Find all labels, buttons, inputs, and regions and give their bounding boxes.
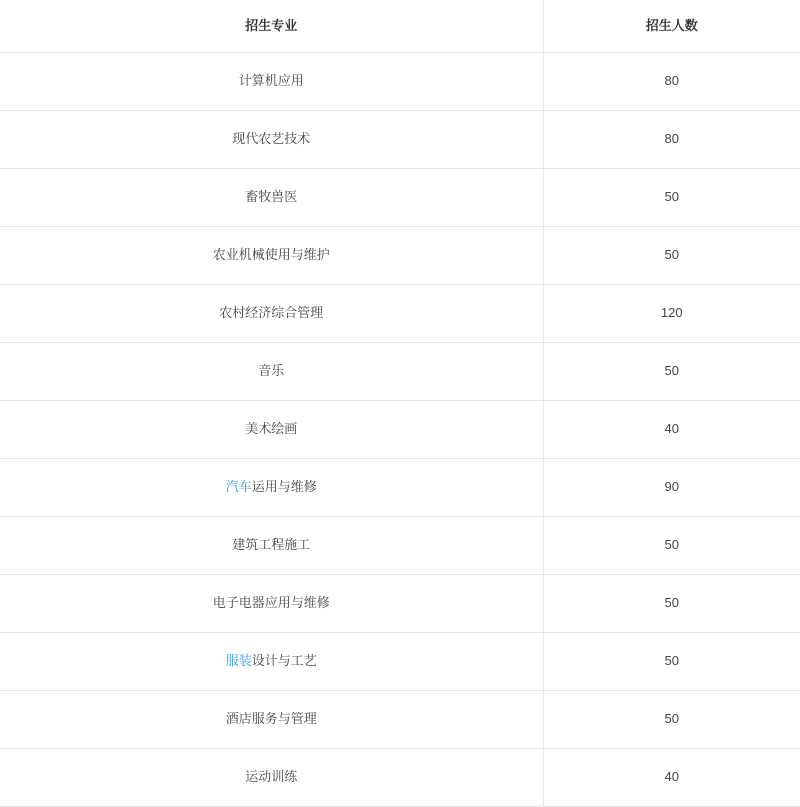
cell-count: 80 bbox=[543, 111, 800, 169]
cell-major bbox=[0, 343, 543, 401]
major-name-text: 农村经济综合管理 bbox=[219, 305, 324, 321]
cell-major bbox=[0, 575, 543, 633]
cell-count: 90 bbox=[543, 459, 800, 517]
table-row bbox=[0, 227, 800, 285]
cell-major bbox=[0, 749, 543, 807]
major-name bbox=[0, 536, 543, 554]
major-name-text: 音乐 bbox=[258, 363, 285, 379]
cell-major bbox=[0, 459, 543, 517]
table-header-row bbox=[0, 0, 800, 53]
major-name-text: 现代农艺技术 bbox=[232, 131, 311, 147]
major-name-text: 计算机应用 bbox=[238, 73, 304, 89]
table-header bbox=[0, 0, 800, 53]
column-header-count: 招生人数 bbox=[543, 0, 800, 53]
table-row bbox=[0, 459, 800, 517]
table-row bbox=[0, 749, 800, 807]
major-name bbox=[0, 710, 543, 728]
major-name bbox=[0, 420, 543, 438]
table-row bbox=[0, 53, 800, 111]
major-name-text: 畜牧兽医 bbox=[245, 189, 298, 205]
cell-count: 50 bbox=[543, 169, 800, 227]
major-name-text: 运用与维修 bbox=[251, 479, 317, 495]
cell-count: 120 bbox=[543, 285, 800, 343]
major-name-text: 电子电器应用与维修 bbox=[212, 595, 330, 611]
cell-major bbox=[0, 111, 543, 169]
table-row bbox=[0, 111, 800, 169]
major-name-text: 设计与工艺 bbox=[251, 653, 317, 669]
cell-count: 50 bbox=[543, 227, 800, 285]
table-row bbox=[0, 285, 800, 343]
major-name bbox=[0, 768, 543, 786]
table-row bbox=[0, 633, 800, 691]
cell-major bbox=[0, 285, 543, 343]
major-name-text: 农业机械使用与维护 bbox=[212, 247, 330, 263]
major-name bbox=[0, 594, 543, 612]
cell-major bbox=[0, 633, 543, 691]
cell-major bbox=[0, 691, 543, 749]
major-name bbox=[0, 478, 543, 496]
major-name bbox=[0, 188, 543, 206]
cell-count: 50 bbox=[543, 575, 800, 633]
table-row bbox=[0, 575, 800, 633]
major-keyword-link[interactable]: 服装 bbox=[225, 653, 252, 669]
major-keyword-link[interactable]: 汽车 bbox=[225, 479, 252, 495]
cell-count: 50 bbox=[543, 343, 800, 401]
cell-count: 50 bbox=[543, 633, 800, 691]
major-name bbox=[0, 304, 543, 322]
cell-count: 40 bbox=[543, 749, 800, 807]
major-name-text: 酒店服务与管理 bbox=[225, 711, 317, 727]
cell-major bbox=[0, 227, 543, 285]
cell-count: 50 bbox=[543, 517, 800, 575]
major-name-text: 运动训练 bbox=[245, 769, 298, 785]
cell-major bbox=[0, 517, 543, 575]
table-body bbox=[0, 53, 800, 807]
table-row bbox=[0, 401, 800, 459]
cell-count: 80 bbox=[543, 53, 800, 111]
cell-count: 50 bbox=[543, 691, 800, 749]
major-name bbox=[0, 652, 543, 670]
cell-major bbox=[0, 401, 543, 459]
table-row bbox=[0, 517, 800, 575]
major-name bbox=[0, 130, 543, 148]
cell-major bbox=[0, 53, 543, 111]
table-row bbox=[0, 691, 800, 749]
major-name-text: 美术绘画 bbox=[245, 421, 298, 437]
major-name bbox=[0, 72, 543, 90]
table-row bbox=[0, 343, 800, 401]
major-name bbox=[0, 362, 543, 380]
cell-count: 40 bbox=[543, 401, 800, 459]
cell-major bbox=[0, 169, 543, 227]
column-header-major: 招生专业 bbox=[0, 0, 543, 53]
major-name-text: 建筑工程施工 bbox=[232, 537, 311, 553]
major-name bbox=[0, 246, 543, 264]
table-row bbox=[0, 169, 800, 227]
